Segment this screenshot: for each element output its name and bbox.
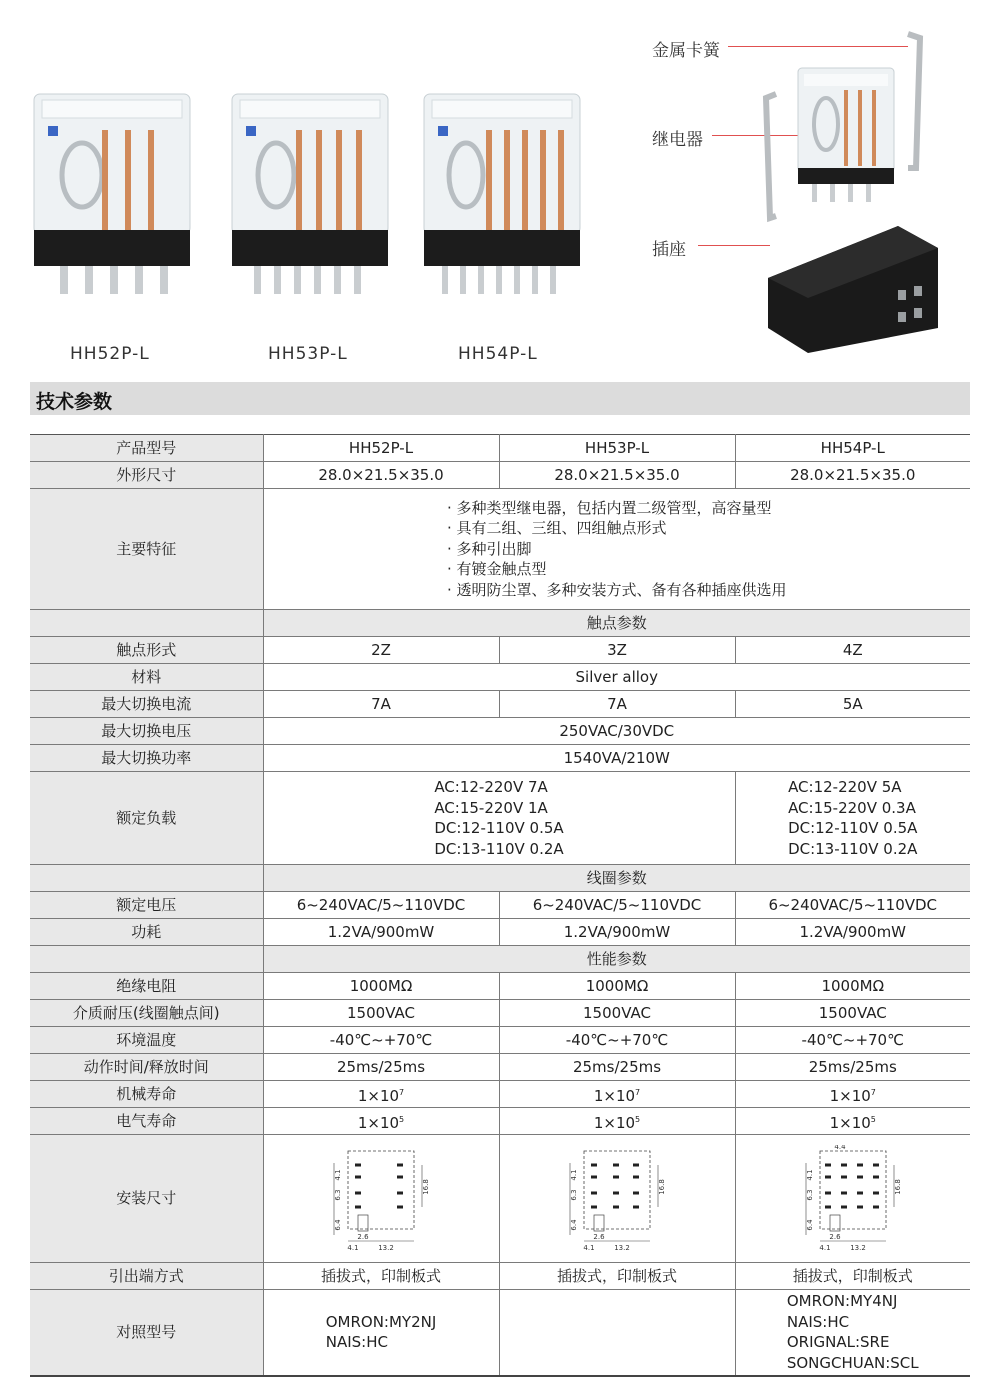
cell-value: -40℃~+70℃ — [499, 1027, 735, 1054]
row-equivalent — [30, 1290, 970, 1376]
equivalent-item: NAIS:HC — [786, 1312, 850, 1331]
cell-value: 7A — [263, 691, 499, 718]
life-exp: 5 — [635, 1114, 641, 1124]
dim-text: 2.6 — [829, 1232, 841, 1241]
pin-slot — [633, 1175, 639, 1178]
cell-value: Silver alloy — [263, 664, 970, 691]
equivalent-item: ORIGNAL:SRE — [786, 1333, 890, 1352]
feature-item: · 多种引出脚 — [446, 539, 532, 558]
load-line: AC:12-220V 7A — [434, 778, 548, 796]
cell-value — [263, 1081, 499, 1108]
coil-pin-outline — [830, 1215, 840, 1231]
relay-photo-hh53p — [228, 80, 392, 310]
pin-slot — [397, 1191, 403, 1194]
cell-value: 3Z — [499, 637, 735, 664]
row-terminal — [30, 1263, 970, 1290]
cell-value: 1.2VA/900mW — [499, 919, 735, 946]
pin-slot — [857, 1175, 863, 1178]
mounting-dimension-svg — [326, 1145, 436, 1253]
pin-slot — [633, 1205, 639, 1208]
row-rated-voltage — [30, 892, 970, 919]
pin-slot — [613, 1175, 619, 1178]
equivalent-item: SONGCHUAN:SCL — [786, 1353, 919, 1372]
feature-item: · 有镀金触点型 — [446, 560, 547, 579]
group-label: 性能参数 — [263, 946, 970, 973]
pin-slot — [397, 1175, 403, 1178]
equivalent-list-right — [787, 1291, 919, 1373]
row-label: 材料 — [30, 664, 263, 691]
equivalent-empty — [499, 1290, 735, 1376]
row-group-performance — [30, 946, 970, 973]
row-temperature — [30, 1027, 970, 1054]
pin-slot — [355, 1175, 361, 1178]
row-group-contact — [30, 610, 970, 637]
pin-slot — [397, 1163, 403, 1166]
cell-value: 250VAC/30VDC — [263, 718, 970, 745]
rated-load-left — [263, 772, 735, 865]
dim-text: 2.6 — [593, 1232, 605, 1241]
rated-load-list-right — [788, 777, 917, 859]
pin-slot — [873, 1175, 879, 1178]
cell-value — [499, 1108, 735, 1135]
row-model — [30, 435, 970, 462]
load-line: DC:12-110V 0.5A — [788, 819, 918, 837]
cell-value — [499, 1081, 735, 1108]
dim-text: 16.8 — [893, 1178, 902, 1195]
row-label: 引出端方式 — [30, 1263, 263, 1290]
cell-value: 6~240VAC/5~110VDC — [263, 892, 499, 919]
cell-value: HH54P-L — [735, 435, 970, 462]
dim-text: 13.2 — [614, 1243, 630, 1252]
dim-text: 13.2 — [849, 1243, 866, 1252]
model-label-hh54p: HH54P-L — [458, 344, 538, 364]
row-label: 最大切换电压 — [30, 718, 263, 745]
row-mounting — [30, 1135, 970, 1263]
cell-value: 1000MΩ — [499, 973, 735, 1000]
row-label: 安装尺寸 — [30, 1135, 263, 1263]
dim-text: 6.3 — [334, 1188, 342, 1201]
pin-slot — [825, 1191, 831, 1194]
life-exp: 5 — [870, 1114, 876, 1124]
cell-value: 25ms/25ms — [263, 1054, 499, 1081]
group-label-empty — [30, 865, 263, 892]
row-label: 额定负载 — [30, 772, 263, 865]
row-label: 最大切换电流 — [30, 691, 263, 718]
pin-slot — [857, 1205, 863, 1208]
pin-slot — [355, 1205, 361, 1208]
life-base: 1×10 — [593, 1113, 636, 1132]
dim-text: 6.4 — [570, 1218, 578, 1231]
life-base: 1×10 — [357, 1113, 400, 1132]
dim-text: 4.4 — [834, 1144, 846, 1151]
pin-slot — [355, 1163, 361, 1166]
dim-text: 16.8 — [422, 1178, 430, 1195]
pin-slot — [873, 1205, 879, 1208]
cell-value — [263, 1108, 499, 1135]
cell-value — [735, 1108, 970, 1135]
row-label: 环境温度 — [30, 1027, 263, 1054]
section-title: 技术参数 — [36, 391, 113, 413]
pin-slot — [825, 1163, 831, 1166]
pin-slot — [591, 1191, 597, 1194]
cell-value: 1540VA/210W — [263, 745, 970, 772]
load-line: DC:12-110V 0.5A — [434, 819, 564, 837]
group-label: 线圈参数 — [263, 865, 970, 892]
model-label-hh52p: HH52P-L — [70, 344, 150, 364]
dim-text: 6.3 — [805, 1188, 814, 1201]
row-mech-life — [30, 1081, 970, 1108]
row-label: 额定电压 — [30, 892, 263, 919]
coil-pin-outline — [594, 1215, 604, 1231]
pin-slot — [841, 1175, 847, 1178]
dim-text: 16.8 — [658, 1178, 666, 1195]
mounting-drawing-3z — [499, 1135, 735, 1263]
group-label-empty — [30, 610, 263, 637]
row-label: 最大切换功率 — [30, 745, 263, 772]
load-line: DC:13-110V 0.2A — [434, 839, 564, 858]
cell-value: 插拔式，印制板式 — [263, 1263, 499, 1290]
row-size — [30, 462, 970, 489]
pin-slot — [841, 1191, 847, 1194]
equivalent-item: OMRON:MY4NJ — [786, 1292, 898, 1311]
row-contact-form — [30, 637, 970, 664]
row-dielectric — [30, 1000, 970, 1027]
label-metal-clip: 金属卡簧 — [652, 41, 720, 61]
life-base: 1×10 — [829, 1113, 871, 1132]
load-line: AC:15-220V 0.3A — [788, 798, 916, 817]
pin-slot — [591, 1205, 597, 1208]
pin-slot — [857, 1163, 863, 1166]
feature-item: · 多种类型继电器，包括内置二级管型，高容量型 — [446, 498, 772, 517]
cell-value: 4Z — [735, 637, 970, 664]
life-base: 1×10 — [357, 1086, 400, 1105]
cell-value: 1000MΩ — [263, 973, 499, 1000]
cell-value: 1.2VA/900mW — [263, 919, 499, 946]
pin-slot — [613, 1205, 619, 1208]
cell-value: -40℃~+70℃ — [735, 1027, 970, 1054]
dim-text: 4.1 — [347, 1243, 359, 1252]
row-label: 主要特征 — [30, 489, 263, 610]
load-line: AC:12-220V 5A — [788, 778, 902, 796]
pin-slot — [613, 1191, 619, 1194]
cell-value: 5A — [735, 691, 970, 718]
row-elec-life — [30, 1108, 970, 1135]
feature-item: · 具有二组、三组、四组触点形式 — [446, 519, 667, 538]
dim-text: 13.2 — [378, 1243, 394, 1252]
dim-text: 4.1 — [805, 1168, 814, 1181]
life-base: 1×10 — [593, 1086, 636, 1105]
cell-value: 1000MΩ — [735, 973, 970, 1000]
cell-value — [735, 1081, 970, 1108]
life-exp: 7 — [870, 1087, 876, 1097]
row-features — [30, 489, 970, 610]
cell-value: 28.0×21.5×35.0 — [263, 462, 499, 489]
dim-text: 6.4 — [334, 1218, 342, 1231]
dim-text: 4.1 — [570, 1168, 578, 1181]
dim-text: 4.1 — [583, 1243, 595, 1252]
cell-value: 6~240VAC/5~110VDC — [735, 892, 970, 919]
pin-slot — [591, 1163, 597, 1166]
cell-value: 1.2VA/900mW — [735, 919, 970, 946]
pin-slot — [841, 1205, 847, 1208]
dim-text: 4.1 — [334, 1168, 342, 1181]
row-insulation — [30, 973, 970, 1000]
row-label: 触点形式 — [30, 637, 263, 664]
coil-pin-outline — [358, 1215, 368, 1231]
pin-slot — [873, 1191, 879, 1194]
row-max-power — [30, 745, 970, 772]
equivalent-list-left — [326, 1312, 437, 1353]
life-exp: 7 — [635, 1087, 641, 1097]
label-socket: 插座 — [652, 240, 686, 260]
dim-text: 4.1 — [819, 1243, 831, 1252]
label-relay: 继电器 — [652, 130, 703, 150]
feature-item: · 透明防尘罩、多种安装方式、备有各种插座供选用 — [446, 580, 787, 599]
cell-value: 2Z — [263, 637, 499, 664]
dim-text: 6.4 — [805, 1218, 814, 1231]
cell-value: HH52P-L — [263, 435, 499, 462]
mounting-dimension-svg — [562, 1145, 672, 1253]
cell-value: 1500VAC — [263, 1000, 499, 1027]
pin-slot — [397, 1205, 403, 1208]
load-line: AC:15-220V 1A — [434, 798, 548, 817]
pin-slot — [825, 1205, 831, 1208]
relay-photo-hh52p — [30, 80, 194, 310]
life-base: 1×10 — [829, 1086, 871, 1105]
rated-load-right — [735, 772, 970, 865]
dim-text: 6.3 — [570, 1188, 578, 1201]
row-label: 机械寿命 — [30, 1081, 263, 1108]
cell-value: HH53P-L — [499, 435, 735, 462]
group-label-empty — [30, 946, 263, 973]
cell-value: 7A — [499, 691, 735, 718]
row-material — [30, 664, 970, 691]
model-label-hh53p: HH53P-L — [268, 344, 348, 364]
features-cell — [263, 489, 970, 610]
cell-value: 28.0×21.5×35.0 — [735, 462, 970, 489]
row-max-voltage — [30, 718, 970, 745]
pin-slot — [633, 1191, 639, 1194]
row-timing — [30, 1054, 970, 1081]
pin-slot — [591, 1175, 597, 1178]
equivalent-item: NAIS:HC — [325, 1333, 388, 1352]
row-label: 介质耐压(线圈触点间) — [30, 1000, 263, 1027]
group-label: 触点参数 — [263, 610, 970, 637]
cell-value: 25ms/25ms — [499, 1054, 735, 1081]
row-group-coil — [30, 865, 970, 892]
section-header — [30, 382, 970, 415]
row-label: 对照型号 — [30, 1290, 263, 1376]
life-exp: 5 — [399, 1114, 405, 1124]
relay-photo-hh54p — [420, 80, 584, 310]
pin-slot — [873, 1163, 879, 1166]
features-list — [447, 498, 787, 601]
row-label: 外形尺寸 — [30, 462, 263, 489]
assembly-illustration — [748, 28, 948, 358]
row-label: 动作时间/释放时间 — [30, 1054, 263, 1081]
equivalent-item: OMRON:MY2NJ — [325, 1312, 437, 1331]
dim-text: 2.6 — [357, 1232, 369, 1241]
pin-slot — [825, 1175, 831, 1178]
cell-value: 28.0×21.5×35.0 — [499, 462, 735, 489]
row-label: 产品型号 — [30, 435, 263, 462]
mounting-drawing-2z — [263, 1135, 499, 1263]
equivalent-left — [263, 1290, 499, 1376]
rated-load-list-left — [434, 777, 563, 859]
cell-value: 插拔式，印制板式 — [499, 1263, 735, 1290]
cell-value: 插拔式，印制板式 — [735, 1263, 970, 1290]
row-max-current — [30, 691, 970, 718]
cell-value: 1500VAC — [499, 1000, 735, 1027]
mounting-drawing-4z — [735, 1135, 970, 1263]
pin-slot — [841, 1163, 847, 1166]
pin-slot — [857, 1191, 863, 1194]
mounting-dimension-svg — [798, 1145, 908, 1253]
cell-value: 6~240VAC/5~110VDC — [499, 892, 735, 919]
row-label: 电气寿命 — [30, 1108, 263, 1135]
row-rated-load — [30, 772, 970, 865]
cell-value: -40℃~+70℃ — [263, 1027, 499, 1054]
pin-slot — [613, 1163, 619, 1166]
cell-value: 25ms/25ms — [735, 1054, 970, 1081]
equivalent-right — [735, 1290, 970, 1376]
row-label: 功耗 — [30, 919, 263, 946]
life-exp: 7 — [399, 1087, 405, 1097]
spec-table — [30, 434, 970, 1377]
pin-slot — [633, 1163, 639, 1166]
load-line: DC:13-110V 0.2A — [788, 839, 918, 858]
row-power — [30, 919, 970, 946]
pin-slot — [355, 1191, 361, 1194]
row-label: 绝缘电阻 — [30, 973, 263, 1000]
cell-value: 1500VAC — [735, 1000, 970, 1027]
